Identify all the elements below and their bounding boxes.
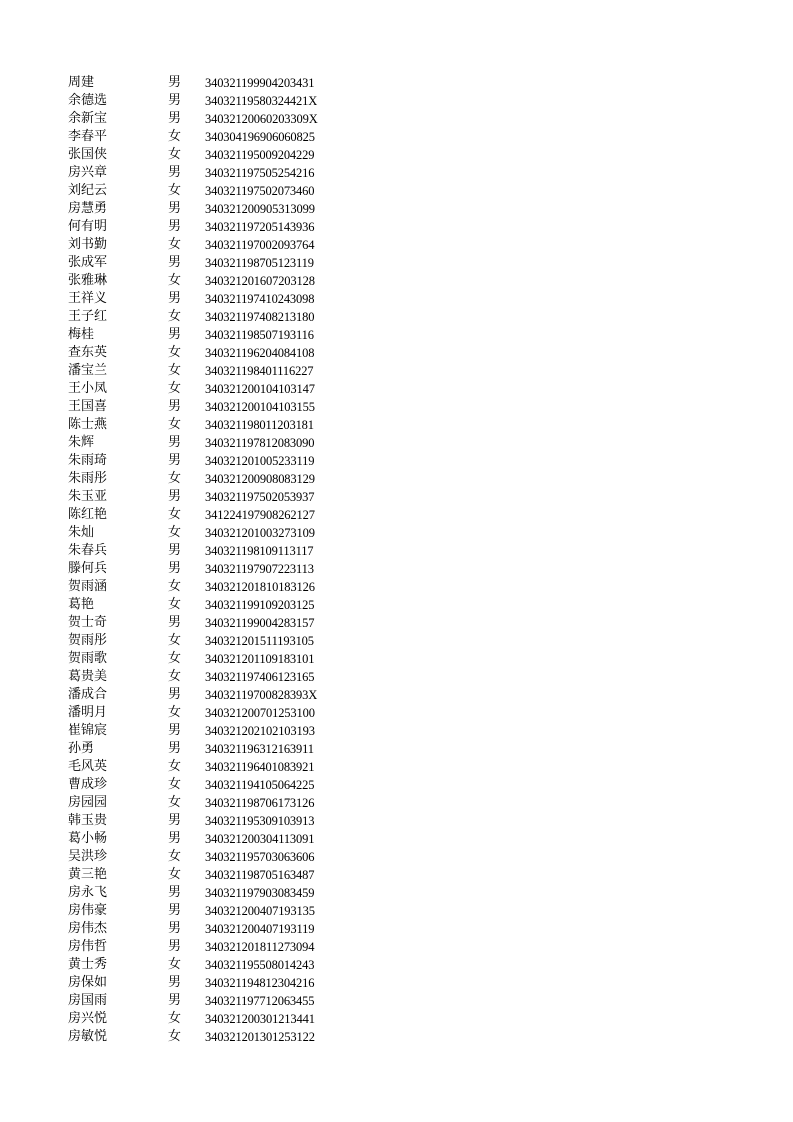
person-id-number: 340321197410243098 (205, 292, 315, 306)
list-item (68, 1010, 368, 1028)
person-gender: 女 (168, 507, 182, 522)
person-id-number: 340321200905313099 (205, 202, 315, 216)
person-id-number: 340321196204084108 (205, 346, 315, 360)
list-item (68, 812, 368, 830)
list-item (68, 866, 368, 884)
person-id-number: 340321201301253122 (205, 1030, 315, 1044)
person-id-number: 340321197205143936 (205, 220, 315, 234)
person-name: 王子红 (68, 309, 108, 324)
person-gender: 男 (168, 327, 182, 342)
list-item (68, 614, 368, 632)
person-gender: 男 (168, 219, 182, 234)
person-gender: 男 (168, 687, 182, 702)
list-item (68, 290, 368, 308)
list-item (68, 668, 368, 686)
list-item (68, 272, 368, 290)
person-name: 房伟哲 (68, 939, 108, 954)
person-id-number: 340321197903083459 (205, 886, 315, 900)
person-id-number: 340321200104103155 (205, 400, 315, 414)
person-id-number: 340321199109203125 (205, 598, 315, 612)
list-item (68, 848, 368, 866)
person-gender: 男 (168, 543, 182, 558)
person-name: 朱玉亚 (68, 489, 108, 504)
list-item (68, 488, 368, 506)
person-name: 李春平 (68, 129, 108, 144)
person-gender: 女 (168, 381, 182, 396)
list-item (68, 722, 368, 740)
person-gender: 女 (168, 651, 182, 666)
person-name: 吴洪珍 (68, 849, 108, 864)
person-id-number: 340321197907223113 (205, 562, 314, 576)
person-id-number: 34032120060203309X (205, 112, 318, 126)
person-id-number: 340321195508014243 (205, 958, 315, 972)
person-id-number: 340321201511193105 (205, 634, 314, 648)
person-name: 朱辉 (68, 435, 95, 450)
person-gender: 男 (168, 255, 182, 270)
roster-list (68, 74, 368, 1046)
person-name: 陈红艳 (68, 507, 108, 522)
person-name: 黄士秀 (68, 957, 108, 972)
person-gender: 女 (168, 471, 182, 486)
person-id-number: 340321197505254216 (205, 166, 315, 180)
person-gender: 男 (168, 453, 182, 468)
list-item (68, 326, 368, 344)
person-gender: 女 (168, 273, 182, 288)
person-id-number: 340321197502073460 (205, 184, 315, 198)
person-name: 贺雨歌 (68, 651, 108, 666)
person-id-number: 340321197406123165 (205, 670, 315, 684)
person-id-number: 340321198011203181 (205, 418, 314, 432)
person-name: 张雅琳 (68, 273, 108, 288)
person-id-number: 340321194812304216 (205, 976, 315, 990)
list-item (68, 74, 368, 92)
person-name: 崔锦宸 (68, 723, 108, 738)
list-item (68, 884, 368, 902)
person-gender: 男 (168, 111, 182, 126)
person-id-number: 340321201005233119 (205, 454, 315, 468)
person-name: 潘宝兰 (68, 363, 108, 378)
person-id-number: 340321201811273094 (205, 940, 315, 954)
person-id-number: 340321194105064225 (205, 778, 315, 792)
person-id-number: 340321198507193116 (205, 328, 314, 342)
person-id-number: 340321195309103913 (205, 814, 315, 828)
person-name: 房永飞 (68, 885, 108, 900)
person-name: 王祥义 (68, 291, 108, 306)
person-id-number: 340321200301213441 (205, 1012, 315, 1026)
list-item (68, 362, 368, 380)
person-id-number: 340321196401083921 (205, 760, 315, 774)
person-name: 查东英 (68, 345, 108, 360)
person-gender: 女 (168, 525, 182, 540)
person-name: 韩玉贵 (68, 813, 108, 828)
person-name: 余德选 (68, 93, 108, 108)
person-gender: 男 (168, 75, 182, 90)
person-name: 房兴章 (68, 165, 108, 180)
person-name: 孙勇 (68, 741, 95, 756)
list-item (68, 578, 368, 596)
person-gender: 男 (168, 741, 182, 756)
list-item (68, 92, 368, 110)
person-gender: 男 (168, 201, 182, 216)
list-item (68, 794, 368, 812)
person-name: 贺雨彤 (68, 633, 108, 648)
person-gender: 男 (168, 165, 182, 180)
person-name: 张国侠 (68, 147, 108, 162)
list-item (68, 758, 368, 776)
person-gender: 女 (168, 867, 182, 882)
person-id-number: 340321200701253100 (205, 706, 315, 720)
person-id-number: 340321199004283157 (205, 616, 315, 630)
list-item (68, 308, 368, 326)
list-item (68, 524, 368, 542)
person-id-number: 340321198706173126 (205, 796, 315, 810)
list-item (68, 560, 368, 578)
list-item (68, 110, 368, 128)
person-name: 房伟杰 (68, 921, 108, 936)
person-name: 朱春兵 (68, 543, 108, 558)
person-gender: 女 (168, 129, 182, 144)
list-item (68, 974, 368, 992)
person-id-number: 340321201607203128 (205, 274, 315, 288)
list-item (68, 704, 368, 722)
person-gender: 男 (168, 561, 182, 576)
person-gender: 男 (168, 921, 182, 936)
person-name: 黄三艳 (68, 867, 108, 882)
person-name: 房国雨 (68, 993, 108, 1008)
list-item (68, 686, 368, 704)
person-gender: 男 (168, 885, 182, 900)
list-item (68, 956, 368, 974)
list-item (68, 434, 368, 452)
person-gender: 男 (168, 93, 182, 108)
person-gender: 男 (168, 831, 182, 846)
person-gender: 女 (168, 363, 182, 378)
person-gender: 男 (168, 939, 182, 954)
person-id-number: 340321198109113117 (205, 544, 314, 558)
person-id-number: 340321195009204229 (205, 148, 315, 162)
person-id-number: 340321200908083129 (205, 472, 315, 486)
person-gender: 男 (168, 975, 182, 990)
person-gender: 女 (168, 579, 182, 594)
list-item (68, 380, 368, 398)
person-gender: 女 (168, 237, 182, 252)
person-gender: 女 (168, 597, 182, 612)
list-item (68, 740, 368, 758)
list-item (68, 920, 368, 938)
person-name: 朱雨彤 (68, 471, 108, 486)
person-name: 潘成合 (68, 687, 108, 702)
list-item (68, 344, 368, 362)
list-item (68, 164, 368, 182)
person-name: 王国喜 (68, 399, 108, 414)
person-gender: 女 (168, 1011, 182, 1026)
person-gender: 女 (168, 1029, 182, 1044)
person-id-number: 340321197812083090 (205, 436, 315, 450)
list-item (68, 542, 368, 560)
person-gender: 男 (168, 435, 182, 450)
person-gender: 男 (168, 489, 182, 504)
person-gender: 男 (168, 903, 182, 918)
person-name: 朱灿 (68, 525, 95, 540)
person-id-number: 341224197908262127 (205, 508, 315, 522)
person-name: 葛艳 (68, 597, 95, 612)
person-gender: 女 (168, 957, 182, 972)
person-name: 何有明 (68, 219, 108, 234)
person-id-number: 340321198705123119 (205, 256, 314, 270)
person-name: 房园园 (68, 795, 108, 810)
list-item (68, 938, 368, 956)
person-id-number: 340321198705163487 (205, 868, 315, 882)
list-item (68, 992, 368, 1010)
person-gender: 男 (168, 291, 182, 306)
person-gender: 女 (168, 759, 182, 774)
person-name: 周建 (68, 75, 95, 90)
person-name: 张成军 (68, 255, 108, 270)
person-id-number: 340321199904203431 (205, 76, 315, 90)
list-item (68, 632, 368, 650)
person-gender: 女 (168, 147, 182, 162)
person-name: 陈士燕 (68, 417, 108, 432)
person-name: 葛小畅 (68, 831, 108, 846)
person-name: 滕何兵 (68, 561, 108, 576)
list-item (68, 452, 368, 470)
list-item (68, 650, 368, 668)
person-gender: 女 (168, 777, 182, 792)
person-name: 贺雨涵 (68, 579, 108, 594)
list-item (68, 416, 368, 434)
person-name: 曹成珍 (68, 777, 108, 792)
person-id-number: 340321200104103147 (205, 382, 315, 396)
person-name: 房慧勇 (68, 201, 108, 216)
list-item (68, 128, 368, 146)
person-id-number: 340321196312163911 (205, 742, 314, 756)
person-id-number: 340321197712063455 (205, 994, 315, 1008)
person-id-number: 340321201109183101 (205, 652, 315, 666)
person-id-number: 340321200407193119 (205, 922, 315, 936)
person-name: 房敏悦 (68, 1029, 108, 1044)
list-item (68, 146, 368, 164)
person-id-number: 340321201003273109 (205, 526, 315, 540)
person-name: 刘书勤 (68, 237, 108, 252)
list-item (68, 596, 368, 614)
person-gender: 女 (168, 849, 182, 864)
person-id-number: 340321197002093764 (205, 238, 315, 252)
person-gender: 女 (168, 669, 182, 684)
list-item (68, 506, 368, 524)
list-item (68, 470, 368, 488)
person-name: 葛贵美 (68, 669, 108, 684)
person-id-number: 340321195703063606 (205, 850, 315, 864)
person-gender: 男 (168, 723, 182, 738)
list-item (68, 830, 368, 848)
person-id-number: 340321201810183126 (205, 580, 315, 594)
person-gender: 女 (168, 417, 182, 432)
person-name: 贺士奇 (68, 615, 108, 630)
person-gender: 女 (168, 345, 182, 360)
list-item (68, 254, 368, 272)
person-id-number: 34032119700828393X (205, 688, 318, 702)
person-name: 王小凤 (68, 381, 108, 396)
person-name: 梅桂 (68, 327, 95, 342)
person-gender: 男 (168, 615, 182, 630)
person-gender: 女 (168, 309, 182, 324)
person-name: 毛风英 (68, 759, 108, 774)
person-gender: 男 (168, 399, 182, 414)
person-gender: 女 (168, 795, 182, 810)
list-item (68, 1028, 368, 1046)
person-id-number: 340321197502053937 (205, 490, 315, 504)
person-id-number: 340321200407193135 (205, 904, 315, 918)
person-name: 刘纪云 (68, 183, 108, 198)
person-gender: 女 (168, 705, 182, 720)
list-item (68, 776, 368, 794)
person-name: 余新宝 (68, 111, 108, 126)
list-item (68, 218, 368, 236)
person-id-number: 340321202102103193 (205, 724, 315, 738)
list-item (68, 182, 368, 200)
person-id-number: 340304196906060825 (205, 130, 315, 144)
person-name: 朱雨琦 (68, 453, 108, 468)
person-gender: 女 (168, 633, 182, 648)
person-gender: 女 (168, 183, 182, 198)
person-name: 房兴悦 (68, 1011, 108, 1026)
person-id-number: 340321200304113091 (205, 832, 315, 846)
list-item (68, 902, 368, 920)
person-id-number: 340321198401116227 (205, 364, 314, 378)
list-item (68, 236, 368, 254)
person-gender: 男 (168, 813, 182, 828)
person-gender: 男 (168, 993, 182, 1008)
list-item (68, 200, 368, 218)
person-id-number: 34032119580324421X (205, 94, 318, 108)
list-item (68, 398, 368, 416)
person-id-number: 340321197408213180 (205, 310, 315, 324)
person-name: 房伟豪 (68, 903, 108, 918)
person-name: 房保如 (68, 975, 108, 990)
person-name: 潘明月 (68, 705, 108, 720)
